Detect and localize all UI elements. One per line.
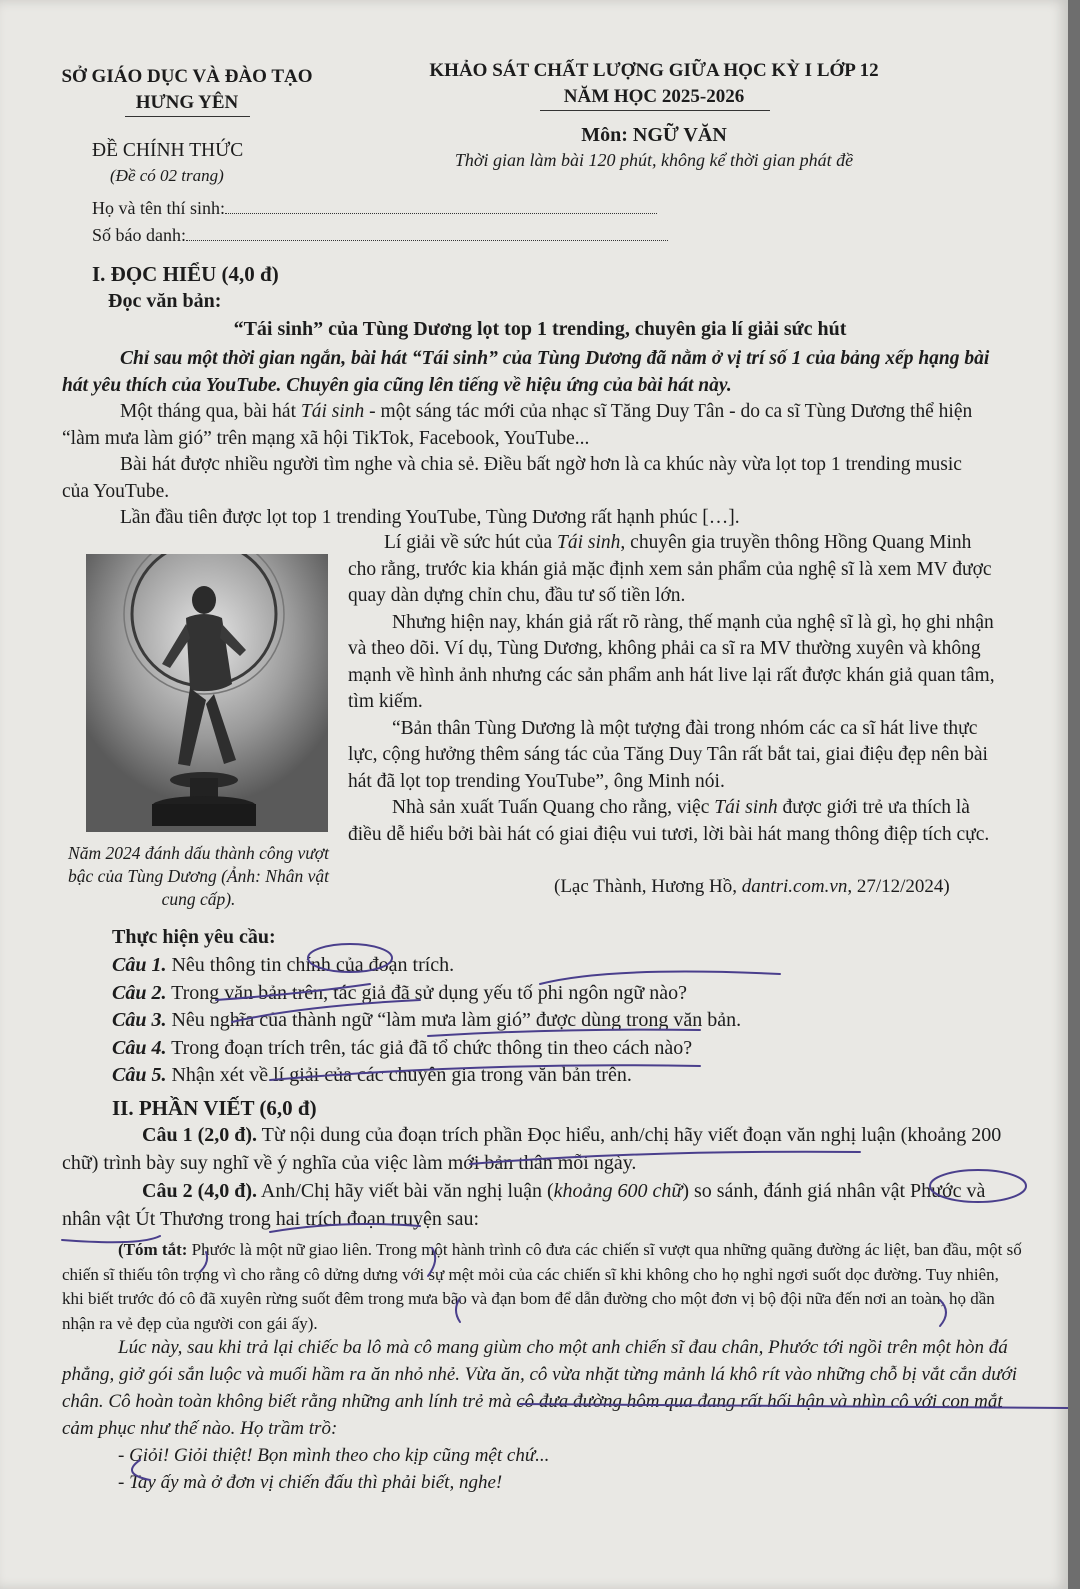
question-4 [112,1035,992,1063]
song-title-3: Tái sinh [714,797,778,818]
paragraph-4-a: Lí giải về sức hút của [384,532,558,553]
paragraph-2: Bài hát được nhiều người tìm nghe và chia sẻ. Điều bất ngờ hơn là ca khúc này vừa lọt top 1 trending music của YouTube. [62,454,962,502]
question-1 [112,952,992,980]
story-summary [62,1238,1022,1336]
question-3 [112,1007,992,1035]
writing-q2-label: Câu 2 (4,0 đ). [142,1180,258,1202]
part2-heading: II. PHẦN VIẾT (6,0 đ) [112,1096,317,1120]
official-label: ĐỀ CHÍNH THỨC [92,140,244,161]
question-5-text: Nhận xét về lí giải của các chuyên gia trong văn bản trên. [166,1064,632,1086]
photo-caption: Năm 2024 đánh dấu thành công vượt bậc của Tùng Dương (Ảnh: Nhân vật cung cấp). [68,843,329,909]
header-rule-left [125,116,250,117]
exam-title: KHẢO SÁT CHẤT LƯỢNG GIỮA HỌC KỲ I LỚP 12 [429,60,879,81]
paragraph-1-b: - một sáng tác mới của nhạc sĩ Tăng Duy Tân - do ca sĩ Tùng Dương thể hiện “làm mưa làm gió” trên mạng xã hội TikTok, Facebook, YouTube... [62,401,973,449]
summary-text: Phước là một nữ giao liên. Trong một hành trình cô đưa các chiến sĩ vượt qua những quãng đường ác liệt, ban đầu, một số chiến sĩ thiếu tôn trọng vì cho rằng cô dửng dưng với sự mệt mỏi của các chiến sĩ khi không cho họ nghỉ ngơi suốt dọc đường. Tuy nhiên, khi biết trước đó cô đã xuyên rừng suốt đêm trong mưa bão và đạn bom để dẫn đường cho một đơn vị bộ đội nữa đến nơi an toàn, họ dần nhận ra vẻ đẹp của người con gái ấy). [62,1240,1022,1333]
story-excerpt [62,1334,1022,1496]
paragraph-4 [348,530,998,610]
writing-question-2 [62,1178,1012,1233]
song-title-2: Tái sinh [557,532,621,553]
singer-photo [86,554,328,832]
question-1-label: Câu 1. [112,954,167,976]
paragraph-1 [62,399,992,452]
writing-question-1 [62,1122,1012,1177]
question-2-text: Trong văn bản trên, tác giả đã sử dụng yếu tố phi ngôn ngữ nào? [166,981,687,1004]
student-name-line [225,213,657,214]
student-name-label: Họ và tên thí sinh: [92,198,225,218]
school-year: NĂM HỌC 2025-2026 [563,86,745,107]
article-body-right [348,530,998,848]
paragraph-7 [348,795,998,848]
part1-heading: I. ĐỌC HIỂU (4,0 đ) [92,262,279,286]
question-3-label: Câu 3. [112,1009,167,1031]
paragraph-7-a: Nhà sản xuất Tuấn Quang cho rằng, việc [392,797,715,818]
tasks-label: Thực hiện yêu cầu: [112,926,276,948]
time-note: Thời gian làm bài 120 phút, không kể thời gian phát đề [454,150,854,170]
writing-q2-length: khoảng 600 chữ [553,1180,683,1202]
question-2-label: Câu 2. [112,981,167,1004]
student-id-label: Số báo danh: [92,225,186,245]
read-label: Đọc văn bản: [108,290,222,312]
source-site: dantri.com.vn [741,876,848,897]
dialogue-line-1: - Giỏi! Giỏi thiệt! Bọn mình theo cho kịp cũng mệt chứ... [118,1445,550,1466]
paragraph-3: Lần đầu tiên được lọt top 1 trending YouTube, Tùng Dương rất hạnh phúc […]. [120,507,740,528]
question-3-text: Nêu nghĩa của thành ngữ “làm mưa làm gió” được dùng trong văn bản. [166,1009,742,1031]
article-source [554,876,950,898]
singer-photo-art [86,554,328,832]
summary-label: (Tóm tắt: [118,1240,188,1259]
paragraph-1-a: Một tháng qua, bài hát [120,401,301,422]
header-rule-right [540,110,770,111]
question-list [112,952,992,1090]
question-2 [112,980,992,1008]
question-1-text: Nêu thông tin chính của đoạn trích. [166,954,455,976]
question-5-label: Câu 5. [112,1064,167,1086]
paragraph-7-b: được giới trẻ ưa thích là điều dễ hiểu bởi bài hát có giai điệu vui tươi, lời bài hát mang thông điệp tích cực. [348,797,990,845]
source-date: , 27/12/2024) [847,876,950,897]
paragraph-4-b: , chuyên gia truyền thông Hồng Quang Minh cho rằng, trước kia khán giả mặc định xem sản phẩm của nghệ sĩ là xem MV được quay dàn dựng chỉn chu, đầu tư số tiền lớn. [348,532,992,606]
dialogue-line-2: - Tay ấy mà ở đơn vị chiến đấu thì phải biết, nghe! [118,1472,503,1493]
article-title: “Tái sinh” của Tùng Dương lọt top 1 trending, chuyên gia lí giải sức hút [233,318,847,340]
writing-q2-text-b: ) so sánh, đánh giá nhân vật Phước và nhân vật Út Thương trong hai trích đoạn truyện sau: [62,1180,986,1230]
article-body-top [62,346,992,532]
subject: Môn: NGỮ VĂN [581,124,727,146]
story-paragraph: Lúc này, sau khi trả lại chiếc ba lô mà cô mang giùm cho một anh chiến sĩ đau chân, Phước tới ngồi trên một hòn đá phẳng, giở gói sắn luộc và muối hầm ra ăn nhỏ nhẻ. Vừa ăn, cô vừa nhặt từng mảnh lá khô rít vào những chỗ bị vắt cắn dưới chân. Cô hoàn toàn không biết rằng những anh lính trẻ mà cô đưa đường hôm qua đang rất hối hận và nhìn cô với con mắt cảm phục như thế nào. Họ trầm trồ: [62,1337,1017,1439]
student-name-field [92,198,657,219]
pages-note: (Đề có 02 trang) [110,166,224,185]
paragraph-6: “Bản thân Tùng Dương là một tượng đài trong nhóm các ca sĩ hát live thực lực, cộng hưởng thêm sáng tác của Tăng Duy Tân rất bắt tai, giai điệu đẹp nên bài hát đã lọt top trending YouTube”, ông Minh nói. [348,717,988,792]
student-id-field [92,225,668,246]
question-5 [112,1062,992,1090]
writing-q1-label: Câu 1 (2,0 đ). [142,1124,258,1146]
source-authors: (Lạc Thành, Hương Hồ, [554,876,742,897]
question-4-text: Trong đoạn trích trên, tác giả đã tổ chức thông tin theo cách nào? [166,1036,693,1059]
student-id-line [186,240,668,241]
question-4-label: Câu 4. [112,1036,167,1059]
writing-q1-text: Từ nội dung của đoạn trích phần Đọc hiểu, anh/chị hãy viết đoạn văn nghị luận (khoảng 200 chữ) trình bày suy nghĩ về ý nghĩa của việc làm mới bản thân mỗi ngày. [62,1124,1002,1174]
song-title: Tái sinh [300,401,365,422]
department-line2: HƯNG YÊN [135,92,239,113]
paragraph-5: Nhưng hiện nay, khán giả rất rõ ràng, thế mạnh của nghệ sĩ là gì, họ ghi nhận và theo dõi. Ví dụ, Tùng Dương, không phải ca sĩ ra MV thường xuyên và không mạnh về hình ảnh nhưng các sản phẩm anh hát live lại rất được khán giả quan tâm, tìm kiếm. [348,611,995,712]
article-lead: Chỉ sau một thời gian ngắn, bài hát “Tái sinh” của Tùng Dương đã nằm ở vị trí số 1 của bảng xếp hạng bài hát yêu thích của YouTube. Chuyên gia cũng lên tiếng về hiệu ứng của bài hát này. [62,348,990,396]
department-line1: SỞ GIÁO DỤC VÀ ĐÀO TẠO [61,66,313,87]
writing-q2-text-a: Anh/Chị hãy viết bài văn nghị luận ( [257,1180,554,1202]
